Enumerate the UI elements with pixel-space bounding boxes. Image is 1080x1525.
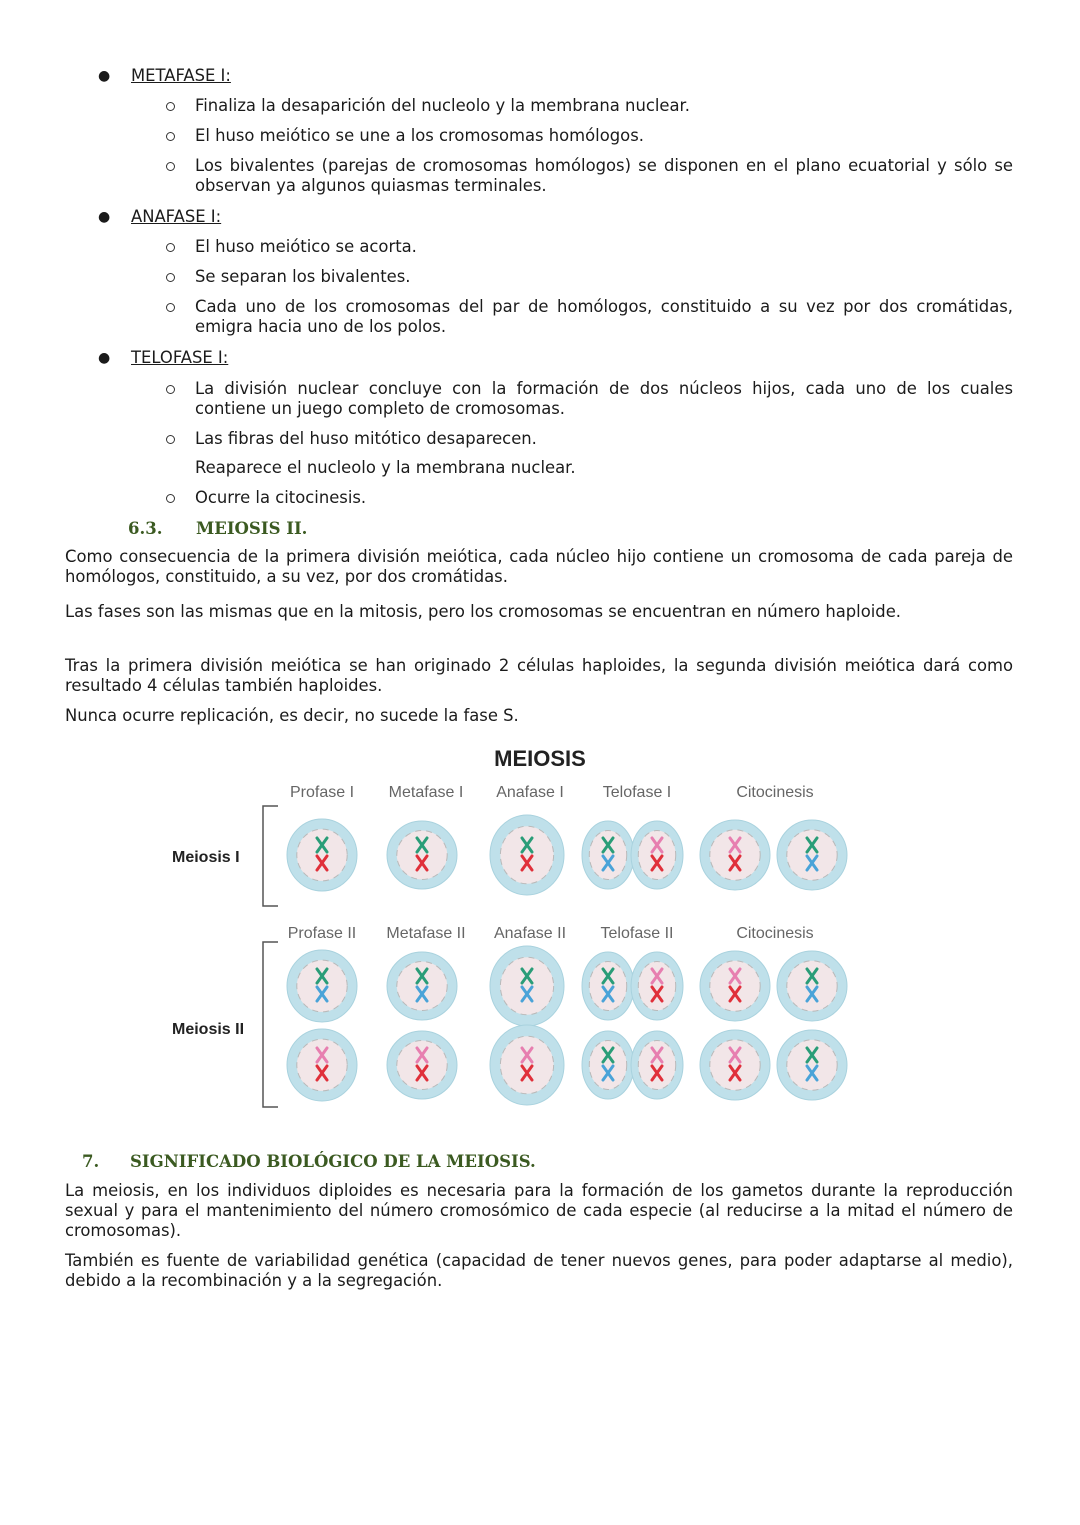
paragraph: Como consecuencia de la primera división meiótica, cada núcleo hijo contiene un cromosoma de cada pareja de homólogos, constituido, a su vez, por dos cromátidas. [65, 547, 1013, 586]
list-item: Los bivalentes (parejas de cromosomas homólogos) se disponen en el plano ecuatorial y sólo se observan ya algunos quiasmas terminales. [195, 156, 1013, 195]
nucleus [397, 962, 447, 1011]
nucleus [500, 1036, 553, 1094]
list-item: Las fibras del huso mitótico desaparecen. [195, 429, 537, 448]
nucleus [638, 831, 675, 880]
nucleus [500, 826, 553, 884]
phase-label: Anafase I [496, 784, 564, 801]
list-item: La división nuclear concluye con la formación de dos núcleos hijos, cada uno de los cuales contiene un juego completo de cromosomas. [195, 379, 1013, 418]
list-item: Ocurre la citocinesis. [195, 488, 367, 507]
phase-label: Telofase II [600, 925, 674, 942]
nucleus [589, 962, 626, 1011]
phase-label: Telofase I [602, 784, 672, 801]
phase-label: Citocinesis [736, 925, 814, 942]
section-title: MEIOSIS II. [196, 519, 308, 538]
telofase-heading: TELOFASE I: [131, 348, 229, 367]
nucleus [710, 1040, 760, 1090]
phase-label: Metafase I [388, 784, 464, 801]
bullet-icon: ● [98, 350, 111, 366]
bracket [263, 942, 278, 1107]
nucleus [589, 831, 626, 880]
phase-label: Metafase II [386, 925, 466, 942]
phase-label: Citocinesis [736, 784, 814, 801]
nucleus [638, 962, 675, 1011]
section-title: SIGNIFICADO BIOLÓGICO DE LA MEIOSIS. [130, 1152, 536, 1171]
nucleus [397, 831, 447, 880]
nucleus [297, 1039, 347, 1091]
nucleus [787, 961, 837, 1011]
list-item: Se separan los bivalentes. [195, 267, 411, 286]
section-number: 7. [82, 1152, 100, 1171]
list-item: El huso meiótico se acorta. [195, 237, 417, 256]
bullet-icon: ● [98, 209, 111, 225]
bracket [263, 806, 278, 906]
nucleus [638, 1041, 675, 1090]
nucleus [297, 829, 347, 881]
nucleus [787, 830, 837, 880]
nucleus [297, 960, 347, 1012]
phase-label: Profase II [287, 925, 357, 942]
list-item: Reaparece el nucleolo y la membrana nuclear. [195, 458, 576, 477]
figure-title: MEIOSIS [494, 746, 586, 771]
anafase-heading: ANAFASE I: [131, 207, 222, 226]
paragraph: La meiosis, en los individuos diploides es necesaria para la formación de los gametos durante la reproducción sexual y para el mantenimiento del número cromosómico de cada especie (al reducirse a la mitad el número de cromosomas). [65, 1181, 1013, 1240]
list-item: El huso meiótico se une a los cromosomas homólogos. [195, 126, 644, 145]
metafase-heading: METAFASE I: [131, 66, 231, 85]
phase-label: Profase I [289, 784, 355, 801]
list-item: Cada uno de los cromosomas del par de homólogos, constituido a su vez por dos cromátidas, emigra hacia uno de los polos. [195, 297, 1013, 336]
nucleus [397, 1041, 447, 1090]
paragraph: También es fuente de variabilidad genética (capacidad de tener nuevos genes, para poder adaptarse al medio), debido a la recombinación y a la segregación. [65, 1251, 1013, 1290]
nucleus [710, 830, 760, 880]
paragraph: Tras la primera división meiótica se han originado 2 células haploides, la segunda división meiótica dará como resultado 4 células también haploides. [65, 656, 1013, 695]
paragraph: Nunca ocurre replicación, es decir, no sucede la fase S. [65, 706, 519, 725]
list-item: Finaliza la desaparición del nucleolo y la membrana nuclear. [195, 96, 690, 115]
phase-label: Anafase II [493, 925, 567, 942]
row-label: Meiosis I [172, 849, 240, 866]
row-label: Meiosis II [172, 1021, 245, 1038]
section-number: 6.3. [128, 519, 163, 538]
nucleus [710, 961, 760, 1011]
paragraph: Las fases son las mismas que en la mitosis, pero los cromosomas se encuentran en número haploide. [65, 602, 902, 621]
nucleus [589, 1041, 626, 1090]
nucleus [787, 1040, 837, 1090]
bullet-icon: ● [98, 68, 111, 84]
nucleus [500, 957, 553, 1015]
